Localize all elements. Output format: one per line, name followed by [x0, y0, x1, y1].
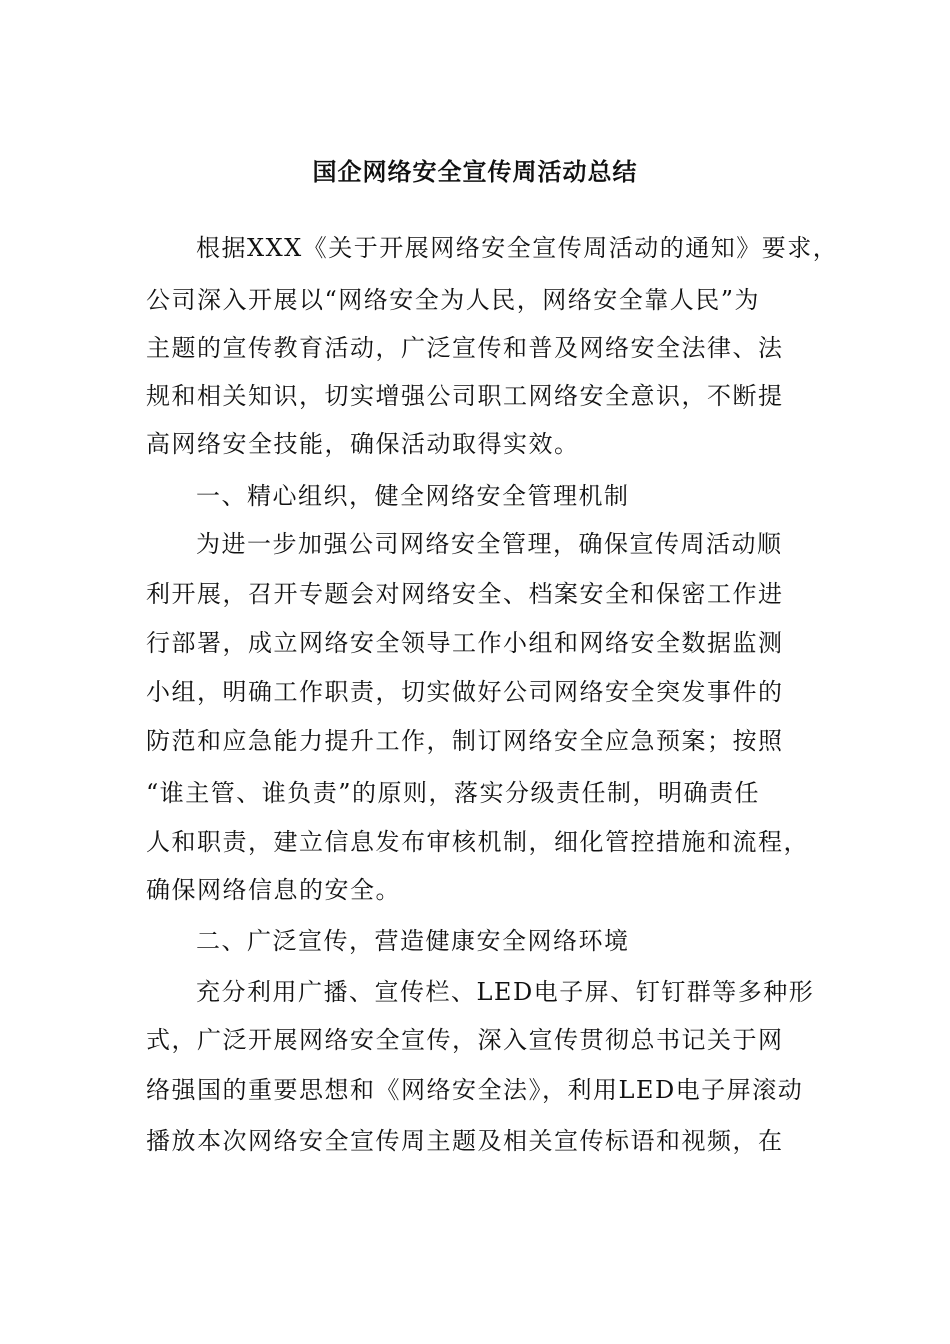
- document-title: 国企网络安全宣传周活动总结: [312, 157, 638, 186]
- paragraph-line: 播放本次网络安全宣传周主题及相关宣传标语和视频，在: [146, 1127, 784, 1155]
- paragraph-line: 利开展，召开专题会对网络安全、档案安全和保密工作进: [146, 580, 784, 608]
- paragraph-line: 公司深入开展以“网络安全为人民，网络安全靠人民”为: [146, 286, 761, 314]
- paragraph-line: 行部署，成立网络安全领导工作小组和网络安全数据监测: [146, 629, 784, 657]
- paragraph-line: 小组，明确工作职责，切实做好公司网络安全突发事件的: [146, 678, 784, 706]
- paragraph-line: 防范和应急能力提升工作，制订网络安全应急预案；按照: [146, 727, 784, 755]
- section-heading-1: 一、精心组织，健全网络安全管理机制: [196, 482, 630, 510]
- paragraph-line: 根据XXX《关于开展网络安全宣传周活动的通知》要求，: [196, 234, 839, 262]
- paragraph-line: 充分利用广播、宣传栏、LED电子屏、钉钉群等多种形: [196, 978, 815, 1006]
- paragraph-line: 为进一步加强公司网络安全管理，确保宣传周活动顺: [196, 530, 783, 558]
- paragraph-line: 确保网络信息的安全。: [146, 876, 401, 904]
- paragraph-line: 人和职责，建立信息发布审核机制，细化管控措施和流程，: [146, 828, 809, 856]
- paragraph-line: 络强国的重要思想和《网络安全法》，利用LED电子屏滚动: [146, 1076, 804, 1104]
- paragraph-line: 规和相关知识，切实增强公司职工网络安全意识，不断提: [146, 382, 784, 410]
- paragraph-line: 高网络安全技能，确保活动取得实效。: [146, 430, 580, 458]
- paragraph-line: “谁主管、谁负责”的原则，落实分级责任制，明确责任: [146, 779, 761, 807]
- paragraph-line: 主题的宣传教育活动，广泛宣传和普及网络安全法律、法: [146, 334, 784, 362]
- paragraph-line: 式，广泛开展网络安全宣传，深入宣传贯彻总书记关于网: [146, 1026, 784, 1054]
- section-heading-2: 二、广泛宣传，营造健康安全网络环境: [196, 927, 630, 955]
